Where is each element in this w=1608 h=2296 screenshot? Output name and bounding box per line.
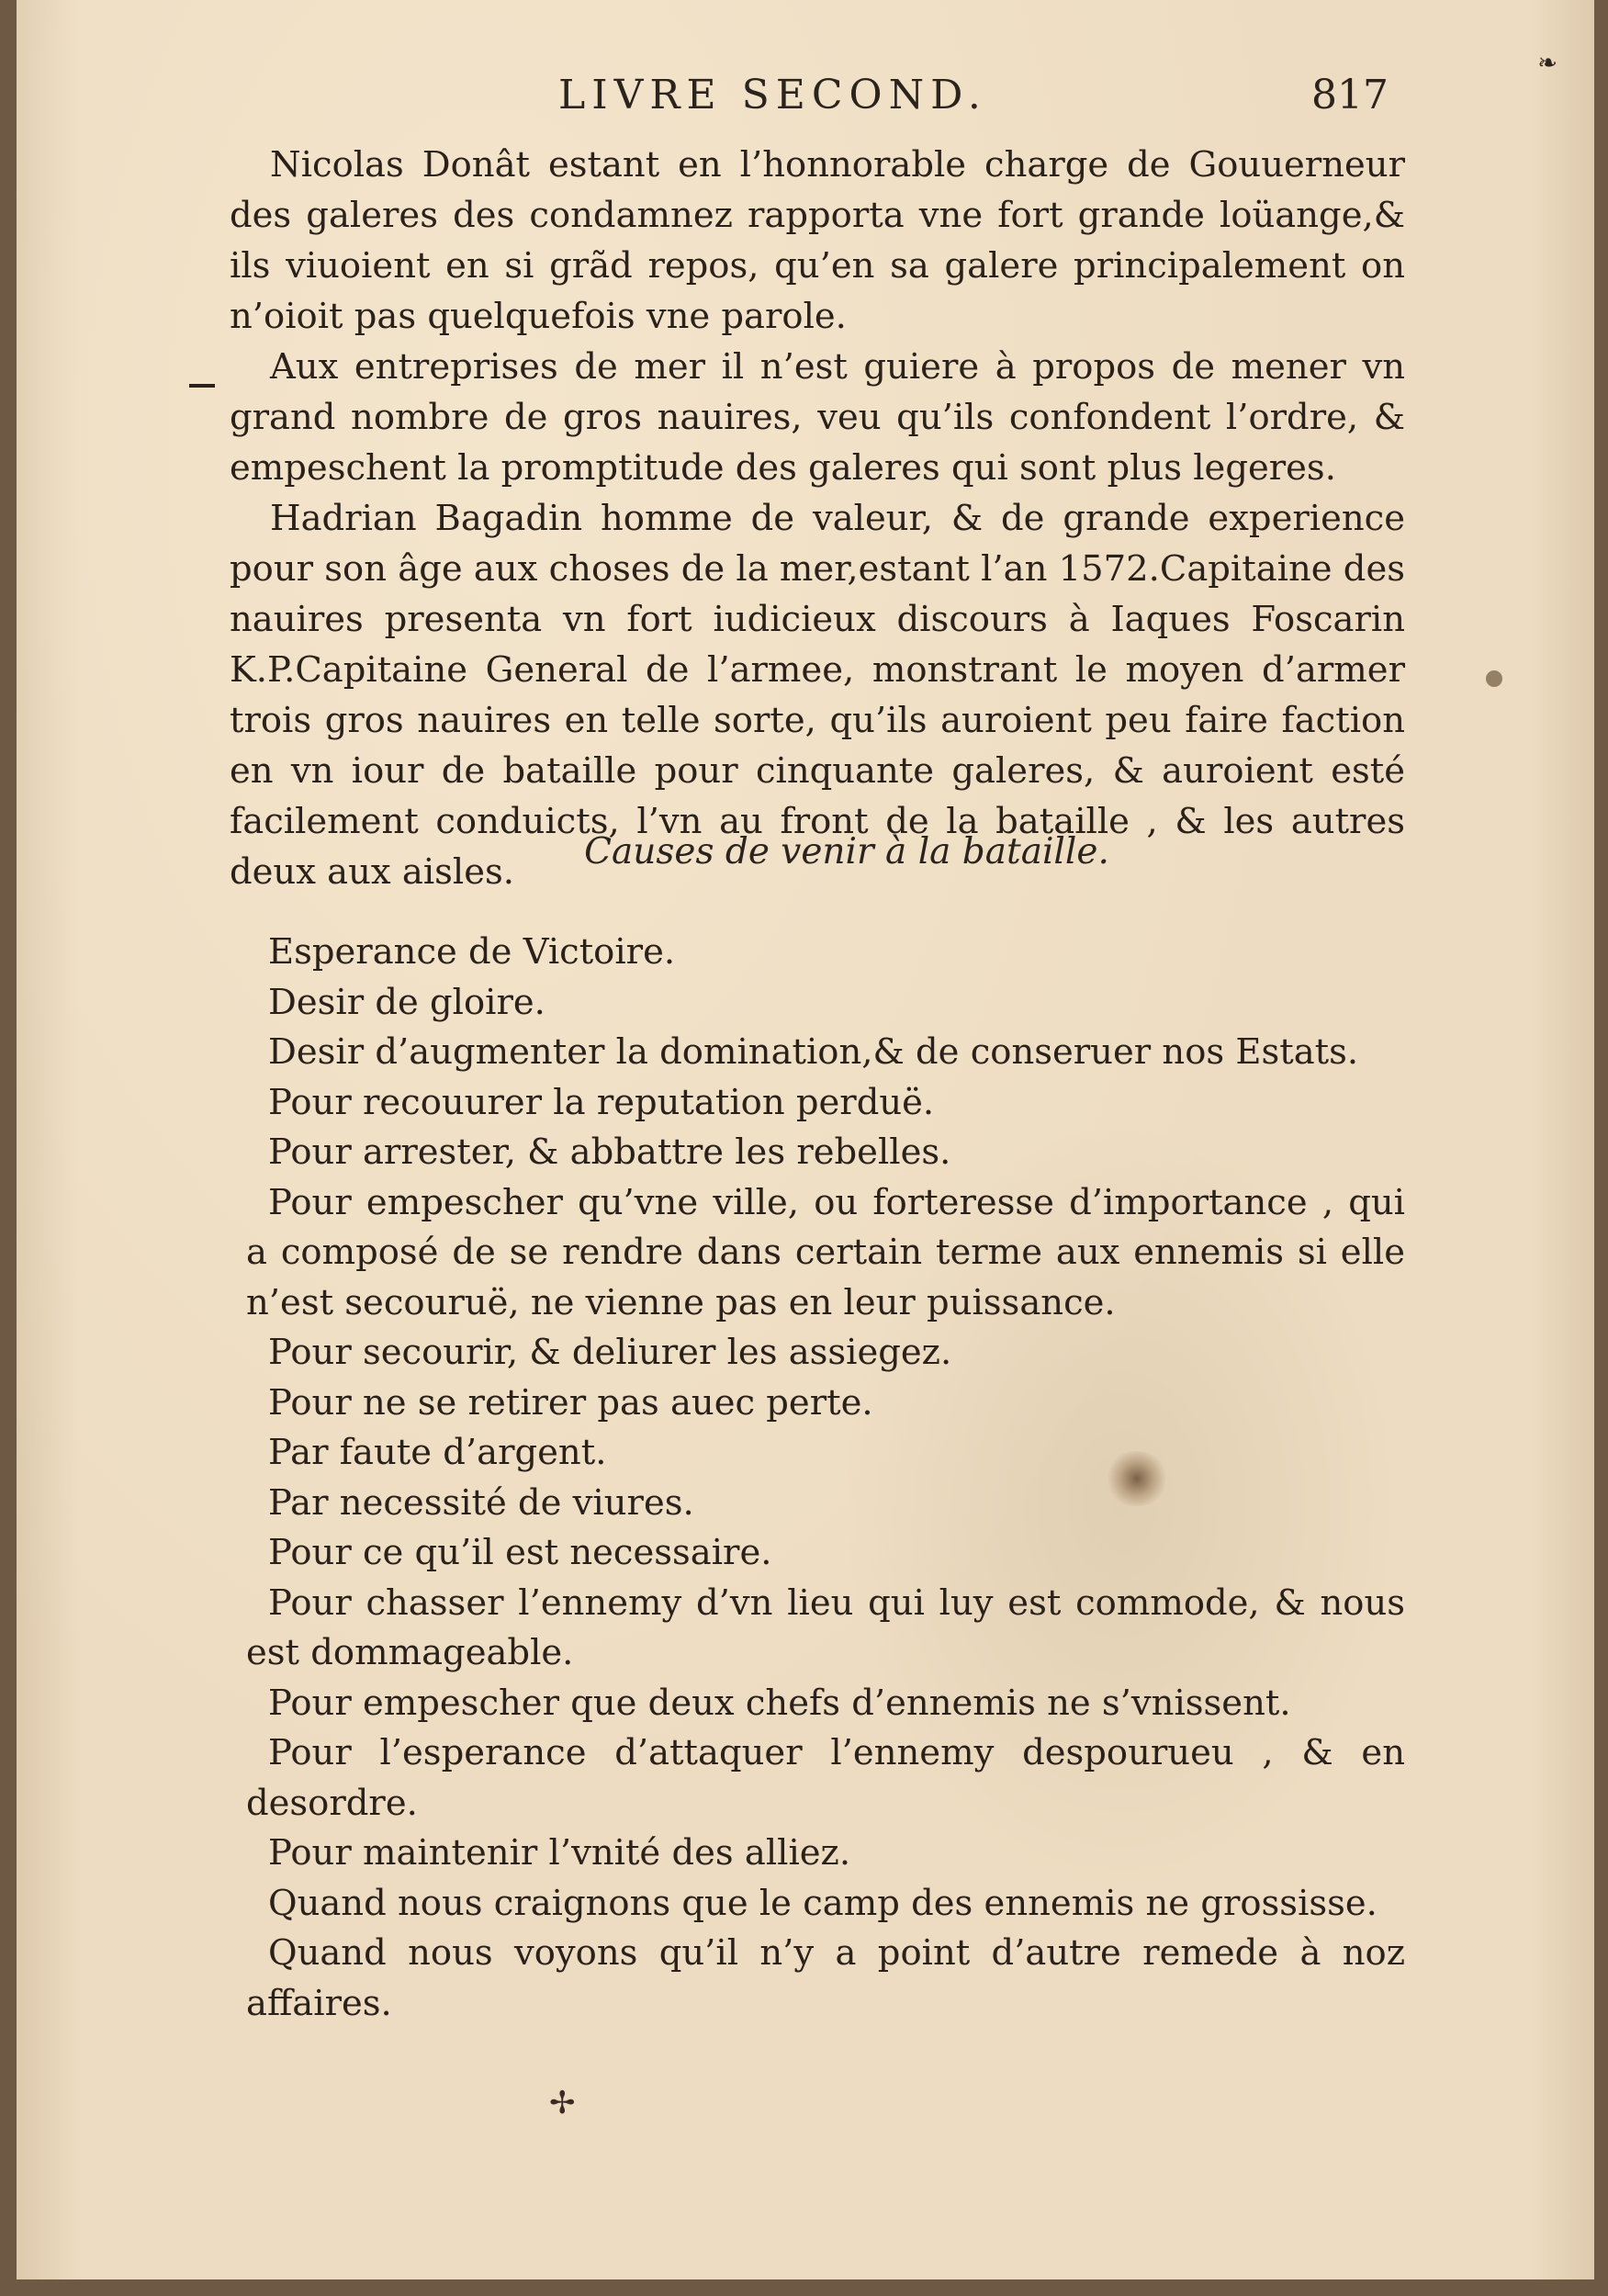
list-item: Desir d’augmenter la domination,& de conseruer nos Estats. <box>268 1031 1359 1073</box>
list-item: Pour l’esperance d’attaquer l’ennemy despourueu , & en desordre. <box>246 1732 1405 1824</box>
list-item: Pour empescher qu’vne ville, ou forteresse d’importance , qui a composé de se rendre dans certain terme aux ennemis si elle n’est secouruë, ne vienne pas en leur puissance. <box>246 1181 1405 1323</box>
list-item: Pour ne se retirer pas auec perte. <box>268 1381 873 1424</box>
section-heading-wrapper <box>17 831 1594 872</box>
list-item: Pour empescher que deux chefs d’ennemis ne s’vnissent. <box>268 1682 1291 1724</box>
paragraph: Aux entreprises de mer il n’est guiere à propos de mener vn grand nombre de gros nauires, veu qu’ils confondent l’ordre, & empeschent la promptitude des galeres qui sont plus legeres. <box>230 346 1405 489</box>
list-item: Pour maintenir l’vnité des alliez. <box>268 1832 851 1874</box>
ink-stain <box>1105 1451 1169 1506</box>
list-item: Pour chasser l’ennemy d’vn lieu qui luy est commode, & nous est dommageable. <box>246 1581 1405 1673</box>
list-item: Par faute d’argent. <box>268 1432 607 1473</box>
section-heading: Causes de venir à la bataille. <box>584 831 1109 872</box>
paragraph: Hadrian Bagadin homme de valeur, & de grande experience pour son âge aux choses de la mer,estant l’an 1572.Capitaine des nauires presenta vn fort iudicieux discours à Iaques Foscarin K.P.Capitaine General de l’armee, monstrant le moyen d’armer trois gros nauires en telle sorte, qu’ils auroient peu faire faction en vn iour de bataille pour cinquante galeres, & auroient esté facilement conduicts, l’vn au front de la bataille , & les autres deux aux aisles. <box>230 498 1405 893</box>
ink-smudge-icon: ✢ <box>549 2085 576 2122</box>
list-item: Esperance de Victoire. <box>268 931 676 973</box>
list-item: Pour secourir, & deliurer les assiegez. <box>268 1332 952 1373</box>
page-number: 817 <box>1311 72 1389 118</box>
body-text <box>230 140 1405 897</box>
list-item: Quand nous craignons que le camp des ennemis ne grossisse. <box>268 1882 1377 1924</box>
list-item: Pour ce qu’il est necessaire. <box>268 1532 772 1573</box>
margin-dash-mark <box>189 384 215 388</box>
corner-ornament-icon: ❧ <box>1537 50 1557 77</box>
running-head: LIVRE SECOND. <box>558 72 987 118</box>
page-header <box>17 72 1594 127</box>
book-page <box>17 0 1594 2279</box>
list-item: Quand nous voyons qu’il n’y a point d’autre remede à noz affaires. <box>246 1932 1405 2024</box>
causes-list <box>246 928 1405 2029</box>
list-item: Desir de gloire. <box>268 981 545 1023</box>
list-item: Pour arrester, & abbattre les rebelles. <box>268 1131 951 1173</box>
list-item: Pour recouurer la reputation perduë. <box>268 1081 935 1123</box>
ink-spot <box>1486 670 1502 687</box>
list-item: Par necessité de viures. <box>268 1481 694 1524</box>
paragraph: Nicolas Donât estant en l’honnorable charge de Gouuerneur des galeres des condamnez rapporta vne fort grande loüange,& ils viuoient en si grãd repos, qu’en sa galere principalement on n’oioit pas quelquefois vne parole. <box>230 144 1405 337</box>
